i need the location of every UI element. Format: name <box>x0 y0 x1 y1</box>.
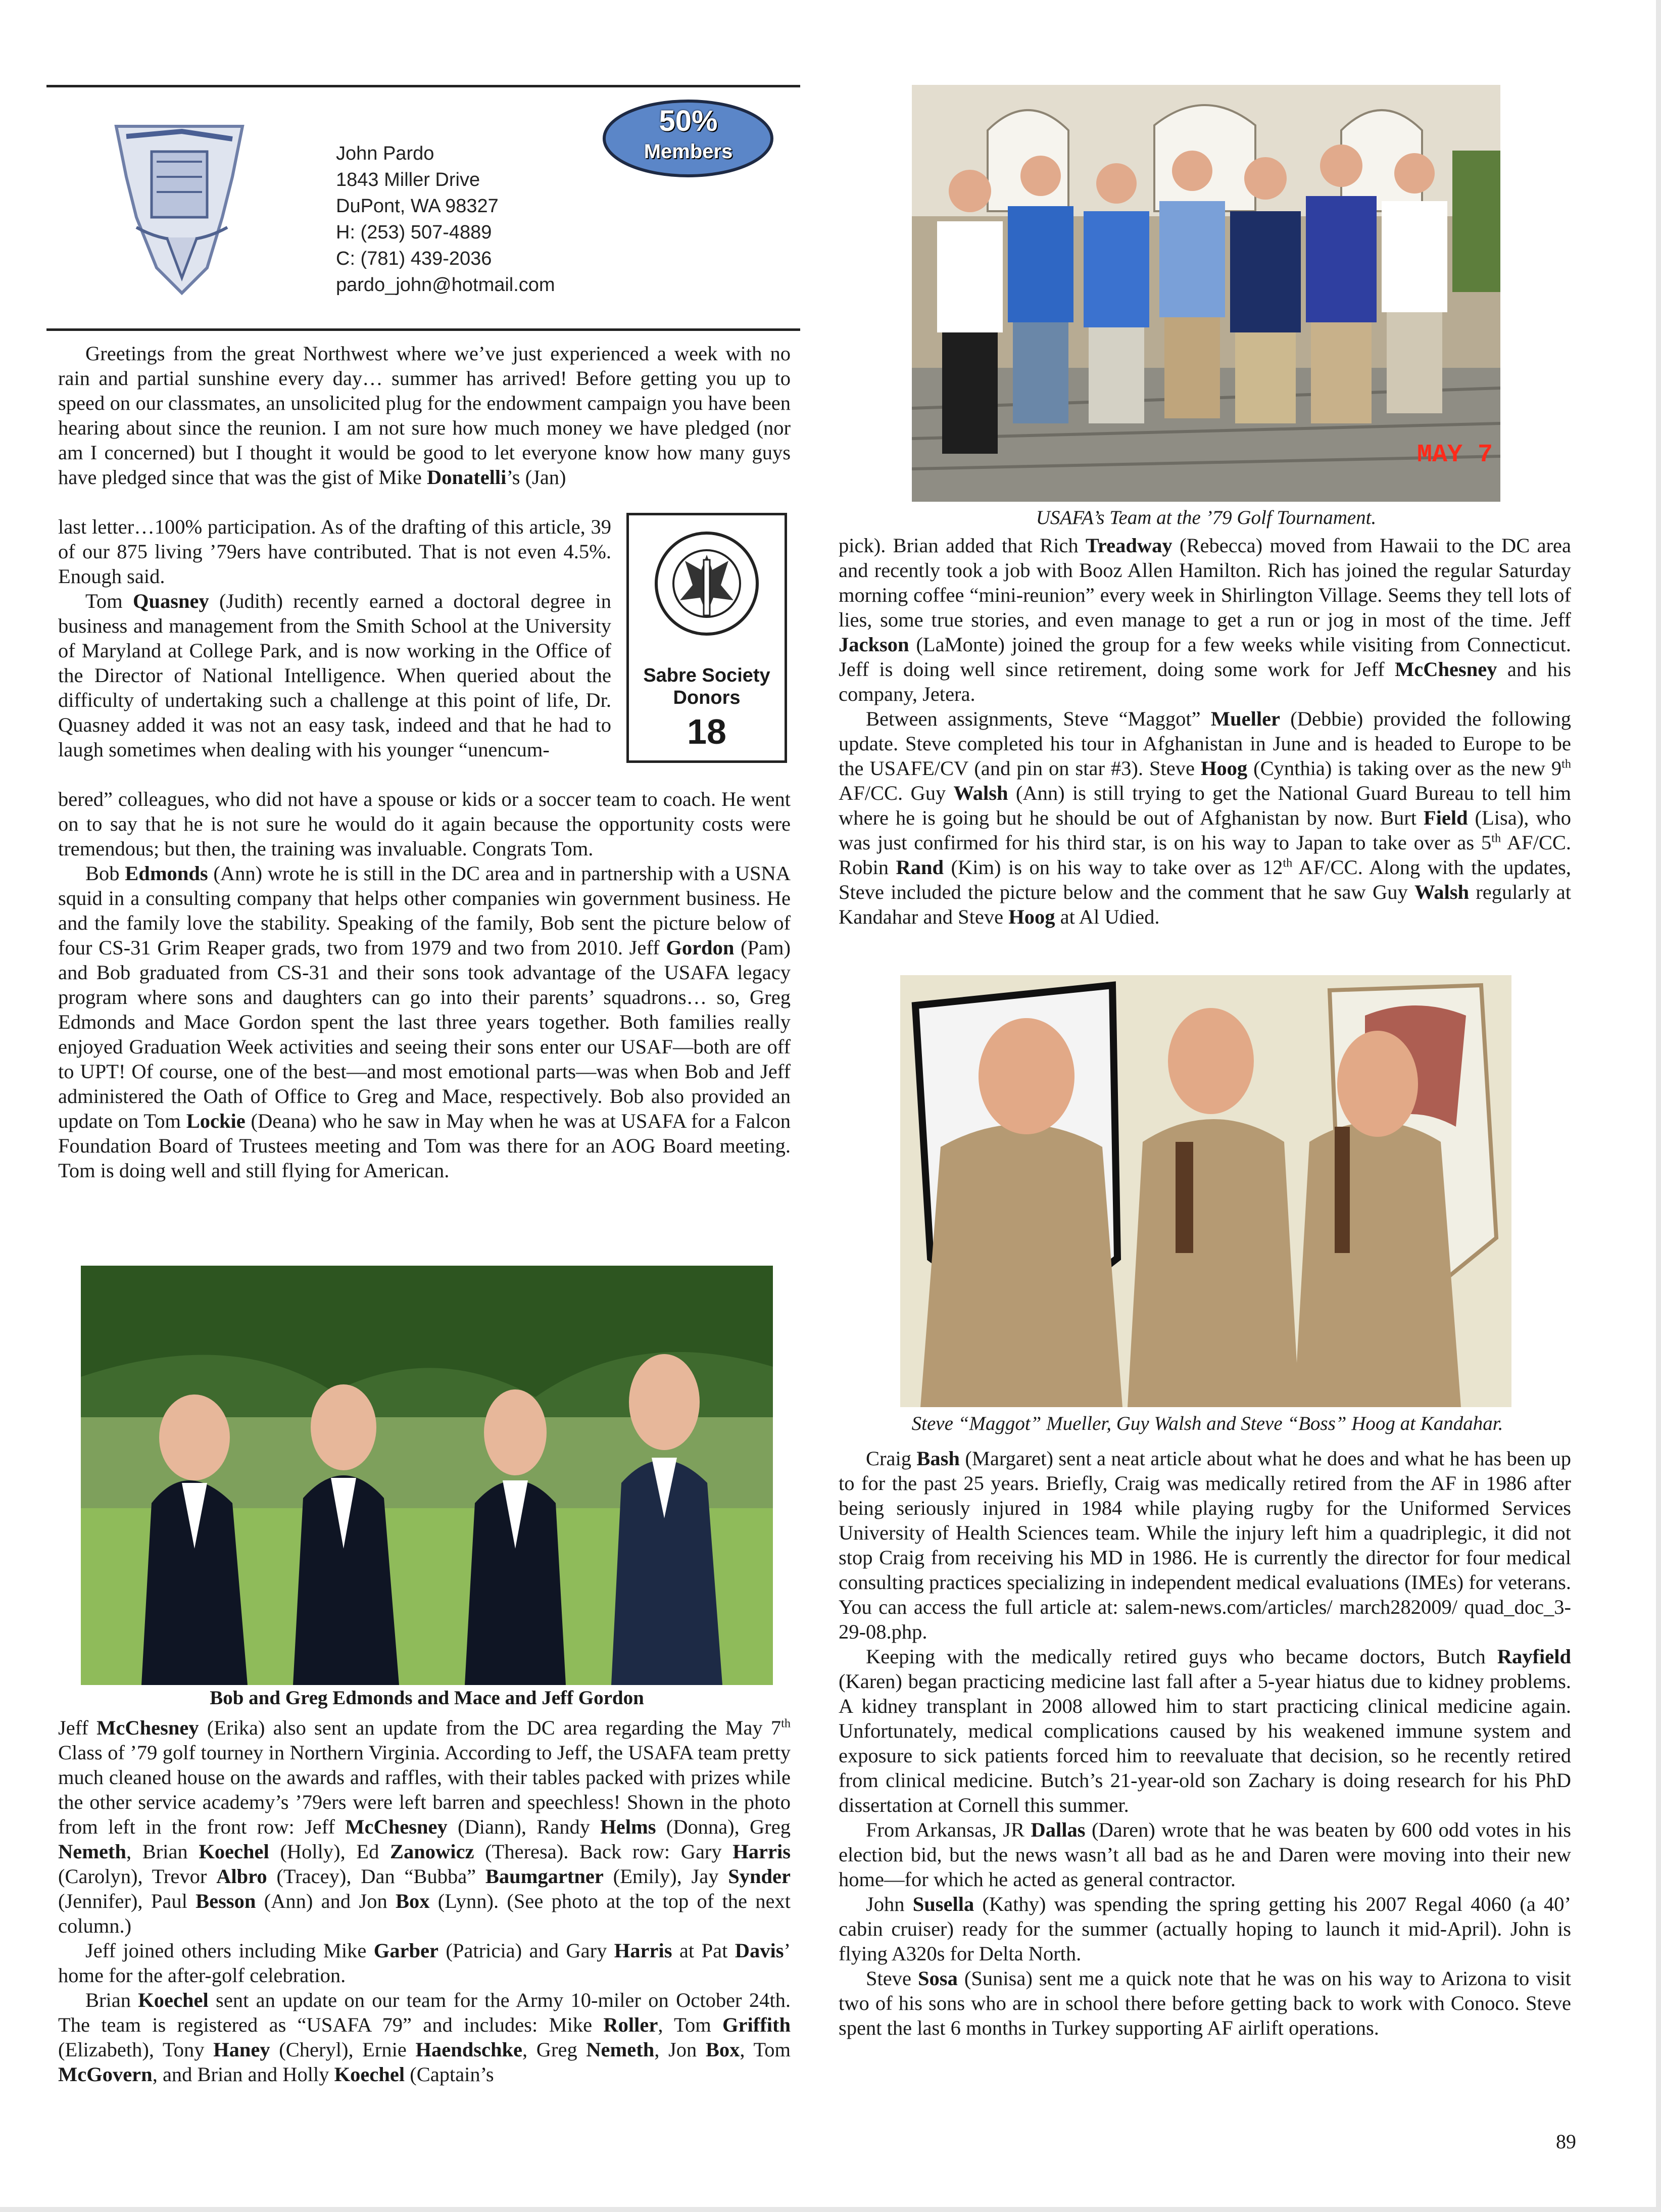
contact-city: DuPont, WA 98327 <box>336 196 499 217</box>
paragraph-edmonds: Bob Edmonds (Ann) wrote he is still in the DC area and in partnership with a USNA squid in a consulting company that helps other companies win government business. He and the family love the stability. Speaking of the family, Bob sent the picture below of four CS-31 Grim Reaper grads, two from 1979 and two from 2010. Jeff Gordon (Pam) and Bob graduated from CS-31 and their sons took advantage of the USAFA legacy program where sons and daughters can go into their parents’ squadrons… so, Greg Edmonds and Mace Gordon spent the last three years together. Both families really enjoyed Graduation Week activities and seeing their sons enter our USAF—both are off to UPT! Of course, one of the best—and most emotional parts—was when Bob and Jeff administered the Oath of Office to Greg and Mace, respectively. Bob also provided an update on Tom Lockie (Deana) who he saw in May when he was at USAFA for a Falcon Foundation Board of Trustees meeting and Tom was there for an AOG Board meeting. Tom is doing well and still flying for American. <box>58 862 791 1182</box>
sabre-title-line1: Sabre Society <box>643 665 770 686</box>
paragraph-mueller: Between assignments, Steve “Maggot” Mueller (Debbie) provided the following update. Steve completed his tour in Afghanistan in June and is headed to Europe to be the USAFE/CV (and pin on star #3). Steve Hoog (Cynthia) is taking over as the new 9th AF/CC. Guy Walsh (Ann) is still trying to get the National Guard Bureau to tell him where he is going but he should be out of Afghanistan by now. Burt Field (Lisa), who was just confirmed for his third star, is on his way to Japan to take over as 5th AF/CC. Robin Rand (Kim) is on his way to take over as 12th AF/CC. Along with the updates, Steve included the picture below and the comment that he saw Guy Walsh regularly at Kandahar and Steve Hoog at Al Udied. <box>839 707 1571 928</box>
paragraph-garber: Jeff joined others including Mike Garber (Patricia) and Gary Harris at Pat Davis’ home for the after-golf celebration. <box>58 1939 791 1987</box>
paragraph-dallas: From Arkansas, JR Dallas (Daren) wrote that he was beaten by 600 odd votes in his election bid, but the news wasn’t all bad as he and Daren were moving into their new home—for which he acted as general contractor. <box>839 1818 1572 1891</box>
paragraph-greetings: Greetings from the great Northwest where we’ve just experienced a week with no rain and partial sunshine every day… summer has arrived! Before getting you up to speed on our classmates, an unsolicited plug for the endowment campaign you have been hearing about since the reunion. I am not sure how much money we have pledged (nor am I concerned) but I thought it would be good to let everyone know how many guys have pledged since that was the gist of Mike Donatelli’s (Jan) <box>58 342 791 489</box>
paragraph-sosa: Steve Sosa (Sunisa) sent me a quick note that he was on his way to Arizona to visit two of his sons who are in school there before getting back to work with Conoco. Steve spent the last 6 months in Turkey supporting AF airlift operations. <box>839 1967 1571 2039</box>
edmonds-gordon-photo <box>81 1266 773 1685</box>
contact-street: 1843 Miller Drive <box>336 169 480 190</box>
kandahar-photo <box>900 975 1511 1407</box>
badge-percent: 50% <box>659 105 718 137</box>
paragraph-quasney: Tom Quasney (Judith) recently earned a doctoral degree in business and management from the Smith School at the University of Maryland at College Park, and is now working in the Office of the Director of National Intelligence. When queried about the difficulty of undertaking such a challenge at this point of life, Dr. Quasney added it was not an easy task, indeed and that he had to laugh sometimes when dealing with his younger “unencum- <box>58 590 611 761</box>
paragraph-rayfield: Keeping with the medically retired guys who became doctors, Butch Rayfield (Karen) began practicing medicine last fall after a 5-year hiatus due to kidney problems. A kidney transplant in 2008 allowed him to start practicing clinical medicine again. Unfortunately, medical complications caused by his weakened immune system and exposure to sick patients forced him to reevaluate that decision, so he recently retired from clinical medicine. Butch’s 21-year-old son Zachary is doing research for his PhD dissertation at Cornell this summer. <box>839 1645 1571 1816</box>
sabre-donor-count: 18 <box>687 712 726 751</box>
paragraph-bash: Craig Bash (Margaret) sent a neat article about what he does and what he has been up to for the past 25 years. Briefly, Craig was medically retired from the AF in 1986 after being seriously injured in 1984 while playing rugby for the Uniformed Services University of Health Sciences team. While the injury left him a quadriplegic, it did not stop Craig from receiving his MD in 1986. He is currently the director for four medical consulting practices specializing in independent medical evaluations (IMEs) for veterans. You can access the full article at: salem-news.com/articles/ march282009/ quad_doc_3-29-08.php. <box>839 1447 1572 1643</box>
left-column-text-bottom <box>58 1715 791 2087</box>
paragraph-donatelli: last letter…100% participation. As of the drafting of this article, 39 of our 875 living ’79ers have contributed. That is not even 4.5%. Enough said. <box>58 515 611 588</box>
left-column-text <box>58 341 791 490</box>
golf-team-photo <box>912 85 1500 502</box>
paragraph-treadway: pick). Brian added that Rich Treadway (Rebecca) moved from Hawaii to the DC area and recently took a job with Booz Allen Hamilton. Rich has joined the regular Saturday morning coffee “mini-reunion” every week in Shirlington Village. Seems they tell lots of lies, some true stories, and even manage to get a run or jog in most of the time. Jeff Jackson (LaMonte) joined the group for a few weeks while visiting from Connecticut. Jeff is doing well since retirement, doing some work for Jeff McChesney and his company, Jetera. <box>839 534 1571 705</box>
paragraph-mcchesney: Jeff McChesney (Erika) also sent an update from the DC area regarding the May 7th Class of ’79 golf tourney in Northern Virginia. According to Jeff, the USAFA team pretty much cleaned house on the awards and raffles, with their tables packed with prizes while the other service academy’s ’79ers were left barren and speechless! Shown in the photo from left in the front row: Jeff McChesney (Diann), Randy Helms (Donna), Greg Nemeth, Brian Koechel (Holly), Ed Zanowicz (Theresa). Back row: Gary Harris (Carolyn), Trevor Albro (Tracey), Dan “Bubba” Baumgartner (Emily), Jay Synder (Jennifer), Paul Besson (Ann) and Jon Box (Lynn). (See photo at the top of the next column.) <box>58 1716 791 1937</box>
sabre-society-title <box>626 664 787 709</box>
photo-date-stamp: MAY 7 <box>1417 441 1493 469</box>
paragraph-susella: John Susella (Kathy) was spending the spring getting his 2007 Regal 4060 (a 40’ cabin cruiser) ready for the summer (actually hoping to launch it mid-April). John is flying A320s for Delta North. <box>839 1893 1571 1965</box>
right-column-text <box>839 533 1571 929</box>
contact-name: John Pardo <box>336 143 434 164</box>
left-column-text-narrow <box>58 514 611 762</box>
kandahar-photo-caption: Steve “Maggot” Mueller, Guy Walsh and Steve “Boss” Hoog at Kandahar. <box>911 1413 1503 1434</box>
contact-cell-phone: C: (781) 439-2036 <box>336 248 492 269</box>
sabre-society-seal-icon <box>653 530 761 638</box>
contact-home-phone: H: (253) 507-4889 <box>336 222 492 243</box>
header-rule <box>46 85 800 87</box>
left-column-text-wide <box>58 787 791 1183</box>
class-crest-logo <box>106 116 253 298</box>
paragraph-quasney-cont: bered” colleagues, who did not have a spouse or kids or a soccer team to coach. He went on to say that he is not sure he would do it again because the opportunity costs were tremendous; but then, the training was invaluable. Congrats Tom. <box>58 788 791 860</box>
golf-photo-caption: USAFA’s Team at the ’79 Golf Tournament. <box>1036 507 1377 528</box>
right-column-text-bottom <box>839 1446 1571 2040</box>
edmonds-photo-caption: Bob and Greg Edmonds and Mace and Jeff Gordon <box>210 1687 644 1709</box>
sabre-title-line2: Donors <box>673 687 741 708</box>
contact-block <box>336 140 555 298</box>
badge-label: Members <box>644 140 733 163</box>
paragraph-koechel: Brian Koechel sent an update on our team for the Army 10-miler on October 24th. The team is registered as “USAFA 79” and includes: Mike Roller, Tom Griffith (Elizabeth), Tony Haney (Cheryl), Ernie Haendschke, Greg Nemeth, Jon Box, Tom McGovern, and Brian and Holly Koechel (Captain’s <box>58 1989 791 2086</box>
page-number: 89 <box>1556 2130 1576 2153</box>
contact-email[interactable]: pardo_john@hotmail.com <box>336 274 555 296</box>
header-bottom-rule <box>46 328 800 331</box>
